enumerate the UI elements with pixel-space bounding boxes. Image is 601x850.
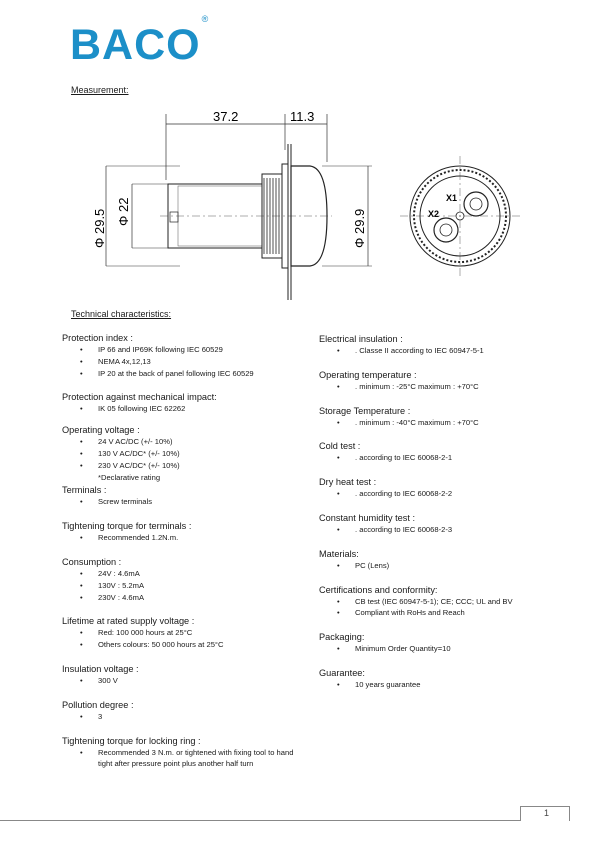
section-tightening-terminals: Tightening torque for terminals : • Recommended 1.2N.m.	[62, 520, 302, 544]
dimension-drawing	[92, 100, 540, 305]
section-packaging: Packaging: • Minimum Order Quantity=10	[319, 631, 559, 655]
left-column	[62, 332, 302, 770]
section-storage-temperature: Storage Temperature : • . minimum : -40°C maximum : +70°C	[319, 405, 559, 429]
section-consumption: Consumption : • 24V : 4.6mA • 130V : 5.2mA • 230V : 4.6mA	[62, 556, 302, 603]
section-guarantee: Guarantee: • 10 years guarantee	[319, 667, 559, 691]
section-locking-ring: Tightening torque for locking ring : • Recommended 3 N.m. or tightened with fixing tool to hand tight after pressure point plus another half turn	[62, 735, 302, 771]
terminal-x2: X2	[428, 209, 440, 219]
dim-lens-dia: Φ 29.9	[352, 208, 367, 248]
footer-rule	[0, 820, 520, 821]
section-cold-test: Cold test : • . according to IEC 60068-2-1	[319, 440, 559, 464]
right-column	[319, 333, 559, 691]
section-operating-temperature: Operating temperature : • . minimum : -25°C maximum : +70°C	[319, 369, 559, 393]
baco-logo: BACO®	[70, 13, 210, 69]
dim-length: 37.2	[213, 109, 239, 124]
dim-outer-dia: Φ 29.5	[92, 208, 107, 248]
section-materials: Materials: • PC (Lens)	[319, 548, 559, 572]
section-dry-heat-test: Dry heat test : • . according to IEC 60068-2-2	[319, 476, 559, 500]
section-lifetime: Lifetime at rated supply voltage : • Red: 100 000 hours at 25°C • Others colours: 50 000 hours at 25°C	[62, 615, 302, 651]
section-humidity-test: Constant humidity test : • . according to IEC 60068-2-3	[319, 512, 559, 536]
measurement-label: Measurement:	[71, 85, 129, 95]
section-pollution-degree: Pollution degree : • 3	[62, 699, 302, 723]
technical-characteristics-title: Technical characteristics:	[71, 309, 172, 319]
dim-inner-dia: Φ 22	[116, 197, 131, 226]
section-operating-voltage: Operating voltage : • 24 V AC/DC (+/- 10%) • 130 V AC/DC* (+/- 10%) • 230 V AC/DC* (+/- 10%) *Declarative rating	[62, 424, 302, 483]
dim-depth: 11.3	[290, 109, 315, 124]
section-electrical-insulation: Electrical insulation : • . Classe II according to IEC 60947-5-1	[319, 333, 559, 357]
section-protection-index: Protection index : • IP 66 and IP69K following IEC 60529 • NEMA 4x,12,13 • IP 20 at the back of panel following IEC 60529	[62, 332, 302, 379]
section-insulation-voltage: Insulation voltage : • 300 V	[62, 663, 302, 687]
section-terminals: Terminals : • Screw terminals	[62, 484, 302, 508]
terminal-x1: X1	[446, 193, 458, 203]
page-number: 1	[544, 808, 550, 818]
section-mechanical-impact: Protection against mechanical impact: • IK 05 following IEC 62262	[62, 391, 302, 415]
section-certifications: Certifications and conformity: • CB test (IEC 60947-5-1); CE; CCC; UL and BV • Compliant with RoHs and Reach	[319, 584, 559, 620]
